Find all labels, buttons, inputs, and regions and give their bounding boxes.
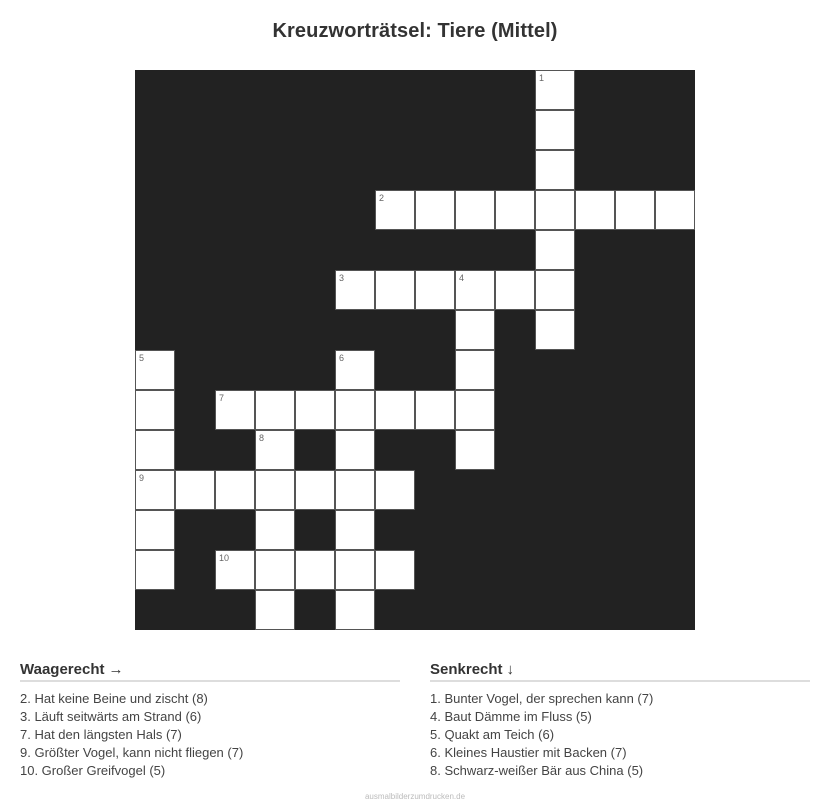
grid-cell[interactable] <box>415 190 455 230</box>
footer-watermark: ausmalbilderzumdrucken.de <box>364 792 466 801</box>
grid-cell[interactable] <box>455 350 495 390</box>
grid-cell[interactable] <box>335 390 375 430</box>
down-clue: 8. Schwarz-weißer Bär aus China (5) <box>430 763 644 778</box>
clue-number: 1 <box>539 73 545 83</box>
across-heading <box>20 660 400 682</box>
clue-number: 2 <box>379 193 385 203</box>
down-clue: 4. Baut Dämme im Fluss (5) <box>430 709 592 724</box>
grid-cell[interactable] <box>335 430 375 470</box>
grid-cell[interactable] <box>375 550 415 590</box>
arrow-down-icon: ↓ <box>506 661 515 678</box>
grid-cell[interactable] <box>535 190 575 230</box>
across-heading-label: Waagerecht <box>20 661 105 678</box>
down-clue: 1. Bunter Vogel, der sprechen kann (7) <box>430 691 654 706</box>
grid-cell[interactable] <box>135 470 175 510</box>
grid-cell[interactable] <box>375 390 415 430</box>
clue-number: 5 <box>139 353 145 363</box>
grid-cell[interactable] <box>255 510 295 550</box>
clue-number: 4 <box>459 273 465 283</box>
grid-cell[interactable] <box>255 390 295 430</box>
grid-cell[interactable] <box>175 470 215 510</box>
grid-cell[interactable] <box>255 470 295 510</box>
crossword-grid <box>135 70 695 630</box>
grid-cell[interactable] <box>335 510 375 550</box>
across-clue: 9. Größter Vogel, kann nicht fliegen (7) <box>20 745 244 760</box>
grid-cell[interactable] <box>335 350 375 390</box>
clue-number: 10 <box>219 553 230 563</box>
grid-cell[interactable] <box>335 590 375 630</box>
across-clue: 7. Hat den längsten Hals (7) <box>20 727 182 742</box>
grid-cell[interactable] <box>615 190 655 230</box>
grid-cell[interactable] <box>415 390 455 430</box>
arrow-right-icon: → <box>108 661 124 678</box>
down-clues-section <box>430 660 810 780</box>
down-heading-label: Senkrecht <box>430 661 503 678</box>
grid-cell[interactable] <box>535 150 575 190</box>
grid-cell[interactable] <box>655 190 695 230</box>
grid-cell[interactable] <box>215 550 255 590</box>
grid-cell[interactable] <box>135 510 175 550</box>
grid-cell[interactable] <box>455 190 495 230</box>
grid-cell[interactable] <box>215 470 255 510</box>
grid-cell[interactable] <box>535 270 575 310</box>
grid-cell[interactable] <box>535 70 575 110</box>
grid-cell[interactable] <box>415 270 455 310</box>
clue-number: 9 <box>139 473 145 483</box>
grid-cell[interactable] <box>455 430 495 470</box>
down-clue: 6. Kleines Haustier mit Backen (7) <box>430 745 627 760</box>
grid-cell[interactable] <box>495 270 535 310</box>
grid-cell[interactable] <box>255 550 295 590</box>
grid-cell[interactable] <box>215 390 255 430</box>
grid-cell[interactable] <box>455 310 495 350</box>
clue-number: 7 <box>219 393 225 403</box>
grid-cell[interactable] <box>535 110 575 150</box>
grid-cell[interactable] <box>135 550 175 590</box>
grid-cell[interactable] <box>575 190 615 230</box>
clue-number: 6 <box>339 353 345 363</box>
clue-number: 8 <box>259 433 265 443</box>
grid-cell[interactable] <box>335 550 375 590</box>
grid-cell[interactable] <box>295 550 335 590</box>
across-clues-section <box>20 660 400 780</box>
across-clue: 3. Läuft seitwärts am Strand (6) <box>20 709 202 724</box>
grid-cell[interactable] <box>375 190 415 230</box>
across-clue: 2. Hat keine Beine und zischt (8) <box>20 691 208 706</box>
grid-cell[interactable] <box>335 270 375 310</box>
down-clue: 5. Quakt am Teich (6) <box>430 727 555 742</box>
grid-cell[interactable] <box>455 390 495 430</box>
grid-cell[interactable] <box>255 590 295 630</box>
grid-cell[interactable] <box>455 270 495 310</box>
across-clue: 10. Großer Greifvogel (5) <box>20 763 166 778</box>
grid-cell[interactable] <box>295 470 335 510</box>
grid-cell[interactable] <box>135 430 175 470</box>
page-title: Kreuzworträtsel: Tiere (Mittel) <box>272 20 558 42</box>
grid-cell[interactable] <box>375 270 415 310</box>
grid-cell[interactable] <box>495 190 535 230</box>
grid-cell[interactable] <box>535 230 575 270</box>
grid-cell[interactable] <box>295 390 335 430</box>
grid-cell[interactable] <box>135 390 175 430</box>
grid-cell[interactable] <box>375 470 415 510</box>
grid-cell[interactable] <box>535 310 575 350</box>
grid-cell[interactable] <box>335 470 375 510</box>
down-heading <box>430 660 810 682</box>
grid-cell[interactable] <box>255 430 295 470</box>
grid-cell[interactable] <box>135 350 175 390</box>
clue-number: 3 <box>339 273 345 283</box>
